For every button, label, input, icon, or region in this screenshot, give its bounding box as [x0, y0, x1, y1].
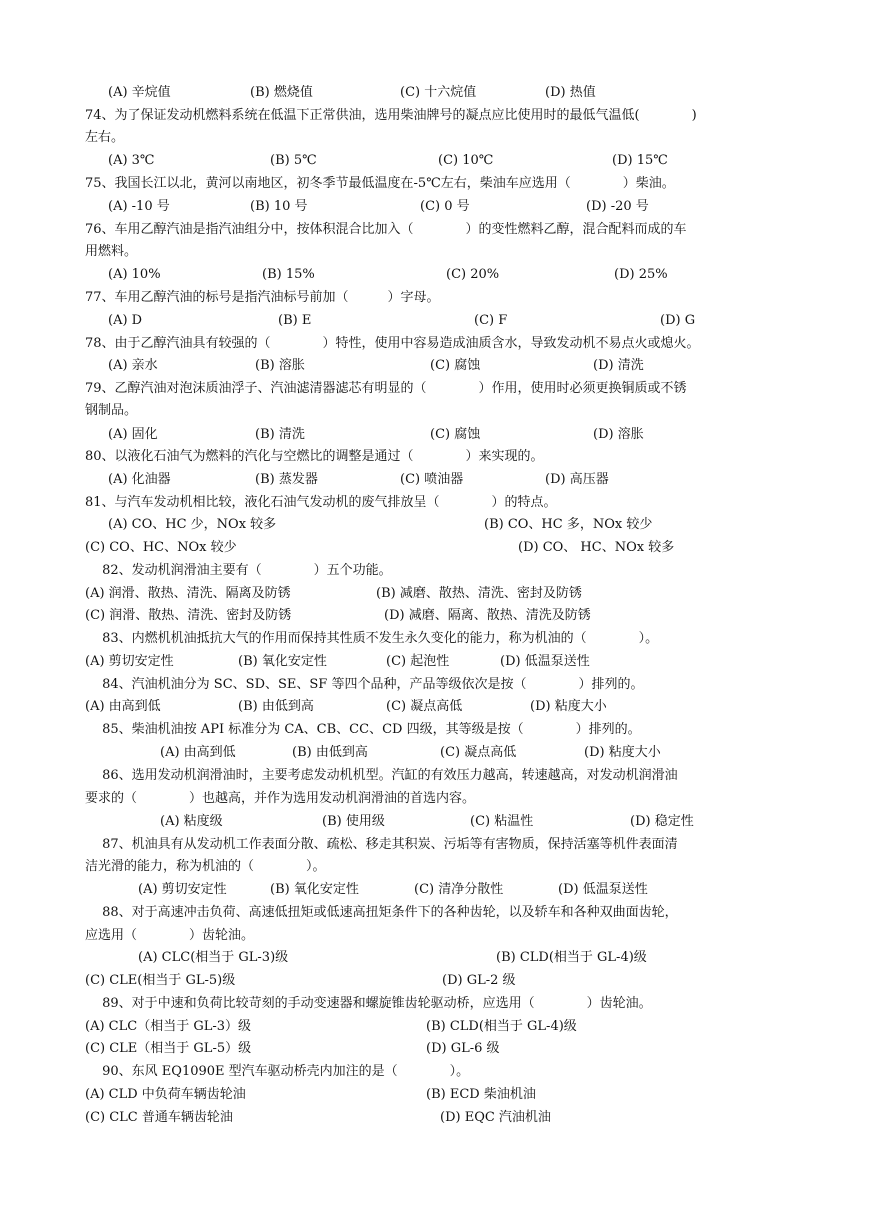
option-a: (A) D	[108, 313, 143, 328]
option-b: (B) 15%	[262, 267, 315, 282]
option-b: (B) CLD(相当于 GL-4)级	[496, 950, 647, 965]
option-d: (D) G	[660, 313, 696, 328]
option-a: (A) CO、HC 少，NOx 较多	[108, 517, 277, 532]
option-a: (A) CLC（相当于 GL-3）级	[85, 1019, 252, 1034]
option-d: (D) CO、 HC、NOx 较多	[518, 540, 675, 555]
option-d: (D) 热值	[545, 85, 596, 100]
option-d: (D) GL-6 级	[426, 1041, 500, 1056]
option-b: (B) E	[278, 313, 312, 328]
option-a: (A) 润滑、散热、清洗、隔离及防锈	[85, 586, 291, 601]
option-c: (C) CLC 普通车辆齿轮油	[85, 1110, 233, 1125]
option-c: (C) 20%	[446, 267, 500, 282]
option-d: (D) EQC 汽油机油	[440, 1110, 551, 1125]
option-d: (D) 25%	[614, 267, 668, 282]
option-d: (D) 减磨、隔离、散热、清洗及防锈	[384, 608, 591, 623]
option-c: (C) 十六烷值	[400, 85, 477, 100]
option-d: (D) 15℃	[612, 153, 668, 168]
option-d: (D) GL-2 级	[442, 973, 516, 988]
option-a: (A) 固化	[108, 427, 158, 442]
option-a: (A) 辛烷值	[108, 85, 171, 100]
option-c: (C) CLE(相当于 GL-5)级	[85, 973, 236, 988]
option-a: (A) 由高到低	[85, 699, 161, 714]
option-b: (B) 燃烧值	[250, 85, 313, 100]
option-d: (D) -20 号	[586, 199, 649, 214]
q90-stem: 90、东风 EQ1090E 型汽车驱动桥壳内加注的是（ ）。	[85, 1064, 470, 1079]
option-a: (A) 3℃	[108, 153, 155, 168]
option-b: (B) CO、HC 多，NOx 较少	[484, 517, 653, 532]
option-a: (A) CLC(相当于 GL-3)级	[138, 950, 289, 965]
option-a: (A) 剪切安定性	[138, 882, 227, 897]
q76-stem-line-2: 用燃料。	[85, 244, 138, 259]
option-a: (A) 亲水	[108, 358, 158, 373]
q79-stem-line-2: 钢制品。	[85, 403, 138, 418]
option-c: (C) 粘温性	[470, 814, 534, 829]
q82-stem: 82、发动机润滑油主要有（ ）五个功能。	[85, 563, 392, 578]
q83-stem: 83、内燃机机油抵抗大气的作用而保持其性质不发生永久变化的能力，称为机油的（ ）。	[85, 631, 659, 646]
option-c: (C) 腐蚀	[430, 427, 481, 442]
option-a: (A) 由高到低	[160, 745, 236, 760]
q89-stem: 89、对于中速和负荷比较苛刻的手动变速器和螺旋锥齿轮驱动桥，应选用（ ）齿轮油。	[85, 996, 652, 1011]
option-b: (B) 蒸发器	[255, 472, 318, 487]
option-b: (B) 氧化安定性	[270, 882, 359, 897]
option-c: (C) CO、HC、NOx 较少	[85, 540, 237, 555]
option-d: (D) 低温泵送性	[500, 654, 590, 669]
q88-stem-line-2: 应选用（ ）齿轮油。	[85, 928, 255, 943]
q88-stem-line-1: 88、对于高速冲击负荷、高速低扭矩或低速高扭矩条件下的各种齿轮，以及轿车和各种双曲面齿轮，	[85, 905, 678, 920]
q86-stem-line-2: 要求的（ ）也越高，并作为选用发动机润滑油的首选内容。	[85, 791, 476, 806]
option-b: (B) 由低到高	[238, 699, 314, 714]
q74-stem-line-1: 74、为了保证发动机燃料系统在低温下正常供油，选用柴油牌号的凝点应比使用时的最低气温低( )	[85, 108, 697, 123]
option-c: (C) F	[474, 313, 508, 328]
option-d: (D) 粘度大小	[530, 699, 607, 714]
option-d: (D) 清洗	[593, 358, 644, 373]
option-c: (C) 凝点高低	[440, 745, 517, 760]
option-d: (D) 溶胀	[593, 427, 644, 442]
q81-stem: 81、与汽车发动机相比较，液化石油气发动机的废气排放呈（ ）的特点。	[85, 495, 557, 510]
q75-stem: 75、我国长江以北，黄河以南地区，初冬季节最低温度在-5℃左右，柴油车应选用（ ）柴油。	[85, 176, 675, 191]
option-b: (B) 5℃	[270, 153, 317, 168]
q85-stem: 85、柴油机油按 API 标准分为 CA、CB、CC、CD 四级，其等级是按（ ）排列的。	[85, 722, 641, 737]
option-b: (B) 溶胀	[255, 358, 305, 373]
option-b: (B) 由低到高	[292, 745, 368, 760]
option-c: (C) 润滑、散热、清洗、密封及防锈	[85, 608, 292, 623]
option-a: (A) CLD 中负荷车辆齿轮油	[85, 1087, 246, 1102]
option-b: (B) 氧化安定性	[238, 654, 327, 669]
option-c: (C) CLE（相当于 GL-5）级	[85, 1041, 252, 1056]
option-d: (D) 稳定性	[630, 814, 694, 829]
option-a: (A) 化油器	[108, 472, 171, 487]
q86-stem-line-1: 86、选用发动机润滑油时，主要考虑发动机机型。汽缸的有效压力越高，转速越高，对发动机润滑油	[85, 768, 678, 783]
option-b: (B) 清洗	[255, 427, 305, 442]
q80-stem: 80、以液化石油气为燃料的汽化与空燃比的调整是通过（ ）来实现的。	[85, 449, 544, 464]
option-d: (D) 粘度大小	[584, 745, 661, 760]
option-c: (C) 10℃	[438, 153, 494, 168]
option-b: (B) 减磨、散热、清洗、密封及防锈	[376, 586, 582, 601]
option-b: (B) 使用级	[322, 814, 385, 829]
q87-stem-line-2: 洁光滑的能力，称为机油的（ ）。	[85, 859, 326, 874]
option-b: (B) CLD(相当于 GL-4)级	[426, 1019, 577, 1034]
q84-stem: 84、汽油机油分为 SC、SD、SE、SF 等四个品种，产品等级依次是按（ ）排列的。	[85, 677, 644, 692]
option-c: (C) 起泡性	[386, 654, 450, 669]
option-b: (B) 10 号	[250, 199, 308, 214]
q79-stem-line-1: 79、乙醇汽油对泡沫质油浮子、汽油滤清器滤芯有明显的（ ）作用，使用时必须更换铜质或不锈	[85, 381, 687, 396]
option-a: (A) 10%	[108, 267, 161, 282]
option-a: (A) 粘度级	[160, 814, 223, 829]
q76-stem-line-1: 76、车用乙醇汽油是指汽油组分中，按体积混合比加入（ ）的变性燃料乙醇，混合配料而成的车	[85, 222, 687, 237]
q74-stem-line-2: 左右。	[85, 130, 125, 145]
option-a: (A) 剪切安定性	[85, 654, 174, 669]
option-c: (C) 喷油器	[400, 472, 464, 487]
q77-stem: 77、车用乙醇汽油的标号是指汽油标号前加（ ）字母。	[85, 290, 440, 305]
option-a: (A) -10 号	[108, 199, 170, 214]
option-c: (C) 0 号	[420, 199, 470, 214]
option-c: (C) 凝点高低	[386, 699, 463, 714]
option-b: (B) ECD 柴油机油	[426, 1087, 536, 1102]
option-d: (D) 高压器	[545, 472, 609, 487]
option-c: (C) 清净分散性	[414, 882, 504, 897]
q87-stem-line-1: 87、机油具有从发动机工作表面分散、疏松、移走其积炭、污垢等有害物质，保持活塞等机件表面清	[85, 837, 678, 852]
option-d: (D) 低温泵送性	[558, 882, 648, 897]
q78-stem: 78、由于乙醇汽油具有较强的（ ）特性，使用中容易造成油质含水，导致发动机不易点火或熄火。	[85, 336, 700, 351]
option-c: (C) 腐蚀	[430, 358, 481, 373]
